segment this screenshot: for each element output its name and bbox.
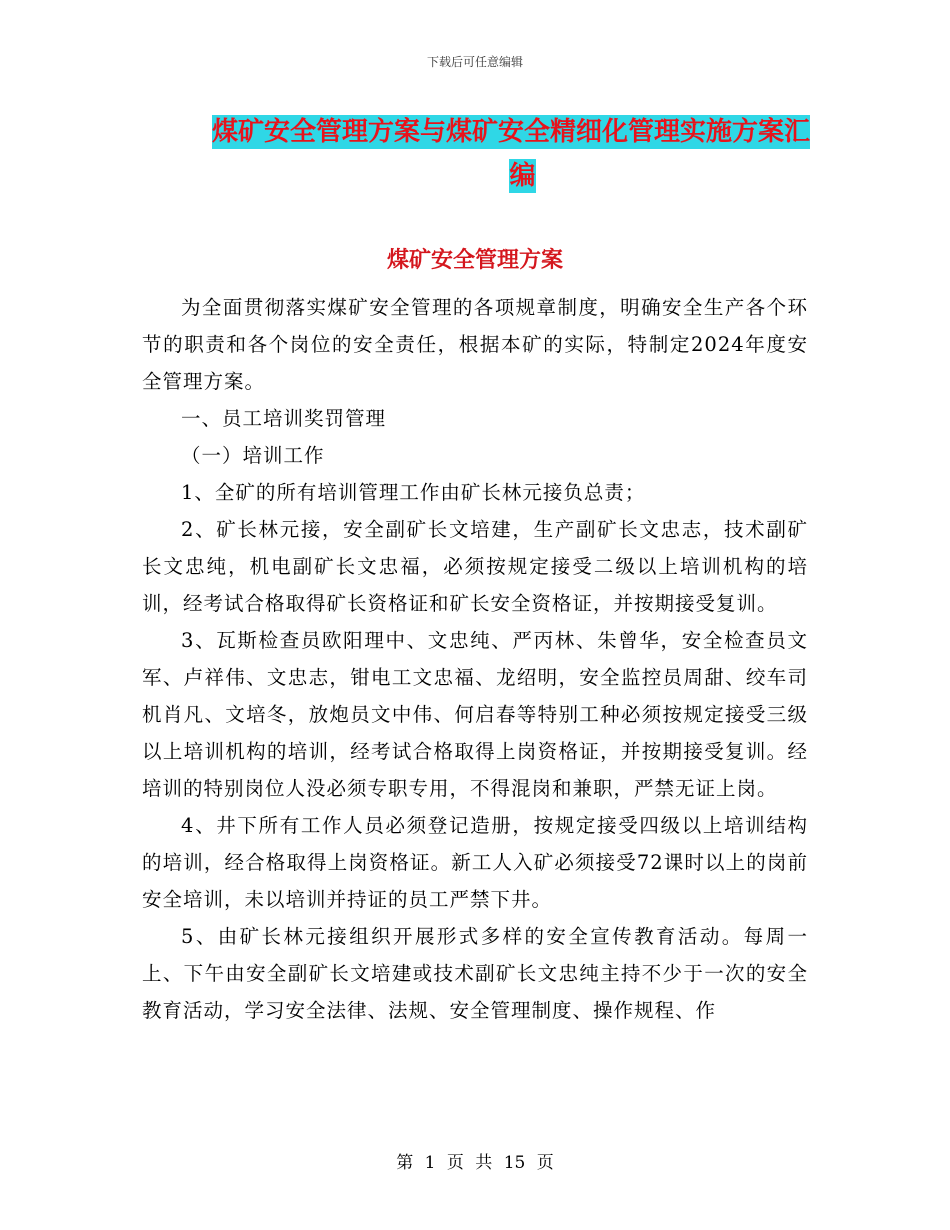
document-body: [142, 289, 808, 1029]
paragraph-intro: 为全面贯彻落实煤矿安全管理的各项规章制度，明确安全生产各个环节的职责和各个岗位的安全责任，根据本矿的实际，特制定2024年度安全管理方案。: [142, 296, 808, 393]
paragraph-item-5: 5、由矿长林元接组织开展形式多样的安全宣传教育活动。每周一上、下午由安全副矿长文培建或技术副矿长文忠纯主持不少于一次的安全教育活动，学习安全法律、法规、安全管理制度、操作规程、作: [142, 925, 808, 1022]
paragraph-item-3: 3、瓦斯检查员欧阳理中、文忠纯、严丙林、朱曾华，安全检查员文军、卢祥伟、文忠志，钳电工文忠福、龙绍明，安全监控员周甜、绞车司机肖凡、文培冬，放炮员文中伟、何启春等特别工种必须按规定接受三级以上培训机构的培训，经考试合格取得上岗资格证，并按期接受复训。经培训的特别岗位人没必须专职专用，不得混岗和兼职，严禁无证上岗。: [142, 629, 808, 800]
paragraph-item-4: 4、井下所有工作人员必须登记造册，按规定接受四级以上培训结构的培训，经合格取得上岗资格证。新工人入矿必须接受72课时以上的岗前安全培训，未以培训并持证的员工严禁下井。: [142, 814, 808, 911]
paragraph-item-1: 1、全矿的所有培训管理工作由矿长林元接负总责；: [181, 481, 646, 504]
paragraph-item-2: 2、矿长林元接，安全副矿长文培建，生产副矿长文忠志，技术副矿长文忠纯，机电副矿长文忠福，必须按规定接受二级以上培训机构的培训，经考试合格取得矿长资格证和矿长安全资格证，并按期接受复训。: [142, 518, 808, 615]
subheading-training-work: （一）培训工作: [181, 444, 325, 467]
document-title-line2: 编: [509, 161, 536, 191]
document-title: [140, 110, 810, 198]
page-number-footer: 第 1 页 共 15 页: [396, 1153, 554, 1173]
page-header-note: 下载后可任意编辑: [426, 55, 523, 69]
heading-training-rewards: 一、员工培训奖罚管理: [181, 407, 387, 430]
document-title-line1: 煤矿安全管理方案与煤矿安全精细化管理实施方案汇: [211, 117, 810, 147]
section-title: 煤矿安全管理方案: [386, 247, 563, 273]
